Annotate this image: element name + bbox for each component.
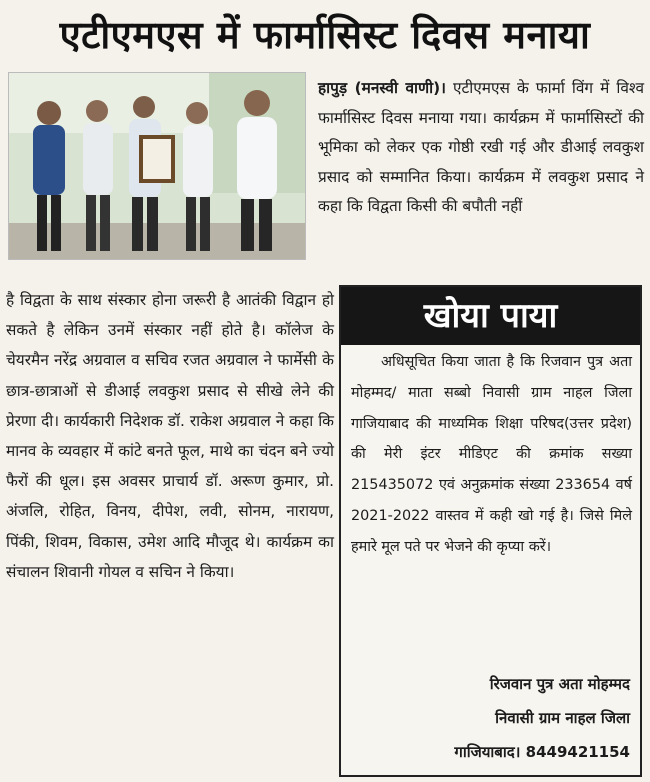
signature-line-2: निवासी ग्राम नाहल जिला: [495, 709, 630, 727]
signature-line-3: गाजियाबाद। 8449421154: [454, 743, 630, 761]
notice-signature: [349, 667, 630, 769]
news-photo: [8, 72, 306, 260]
article-intro: [318, 74, 644, 222]
notice-title: खोया पाया: [341, 287, 640, 345]
article-continuation: है विद्वता के साथ संस्कार होना जरूरी है आतंकी विद्वान हो सकते है लेकिन उनमें संस्कार नहीं होते है। कॉलेज के चेयरमैन नरेंद्र अग्रवाल व सचिव रजत अग्रवाल ने फार्मेसी के छात्र-छात्राओं से डीआई लवकुश प्रसाद से सीखे लेने की प्रेरणा दी। कार्यकारी निदेशक डॉ. राकेश अग्रवाल ने कहा कि मानव के व्यवहार में कांटे बनते फूल, माथे का चंदन बने ज्यो फैरों की धूल। इस अवसर प्राचार्य डॉ. अरूण कुमार, प्रो. अंजलि, रोहित, विनय, दीपेश, लवी, सोनम, नारायण, पिंकी, शिवम, विकास, उमेश आदि मौजूद थे। कार्यक्रम का संचालन शिवानी गोयल व सचिन ने किया।: [6, 291, 334, 581]
article-intro-text: एटीएमएस के फार्मा विंग में विश्व फार्मासिस्ट दिवस मनाया गया। कार्यक्रम में फार्मासिस्टों की भूमिका को लेकर एक गोष्ठी रखी गई और डीआई लवकुश प्रसाद को सम्मानित किया। कार्यक्रम में लवकुश प्रसाद ने कहा कि विद्वता किसी की बपौती नहीं: [318, 79, 645, 215]
article-dateline: हापुड़ (मनस्वी वाणी)।: [318, 79, 446, 97]
lost-found-notice: [339, 285, 642, 777]
notice-body: अधिसूचित किया जाता है कि रिजवान पुत्र अता मोहम्मद/ माता सब्बो निवासी ग्राम नाहल जिला गाजियाबाद की माध्यमिक शिक्षा परिषद(उत्तर प्रदेश) की मेरी इंटर मीडिएट की क्रमांक सख्या 215435072 एवं अनुक्रमांक संख्या 233654 वर्ष 2021-2022 वास्तव में कही खो गई है। जिसे मिले हमारे मूल पते पर भेजने की कृप्या करें।: [351, 354, 632, 555]
headline: एटीएमएस में फार्मासिस्ट दिवस मनाया: [59, 13, 591, 57]
signature-line-1: रिजवान पुत्र अता मोहम्मद: [489, 675, 630, 693]
